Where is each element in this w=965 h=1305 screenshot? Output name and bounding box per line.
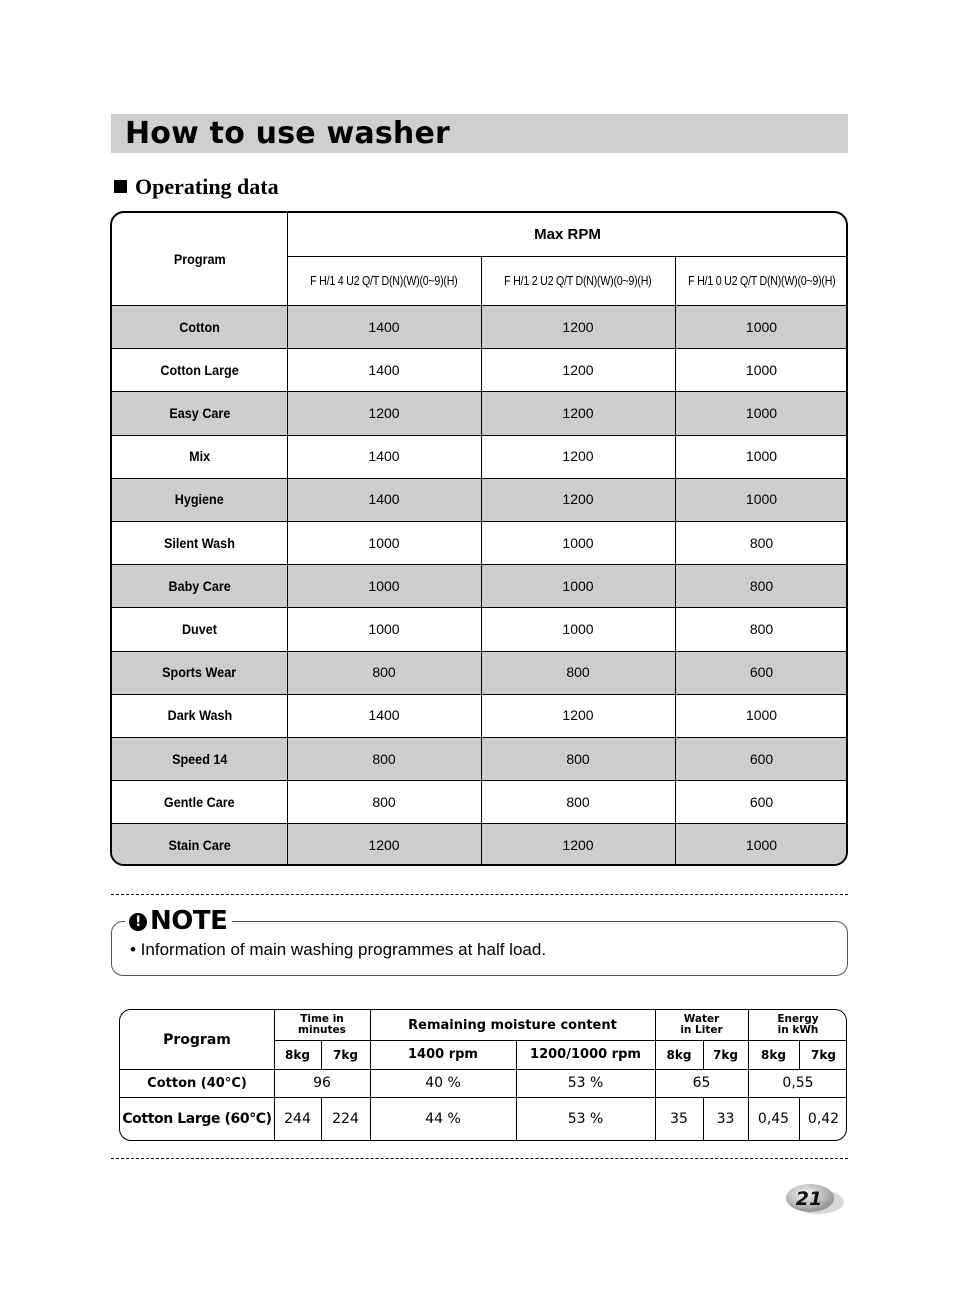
row-program-cell: Sports Wear	[162, 664, 237, 681]
row-program-cell: Gentle Care	[164, 793, 235, 810]
t2-time-7kg: 7kg	[333, 1047, 358, 1062]
max-rpm-header: Max RPM	[534, 226, 601, 243]
row-rpm-cell: 1200	[368, 836, 400, 853]
note-text: • Information of main washing programmes at half load.	[130, 940, 547, 959]
t2-row2-time7: 224	[332, 1111, 359, 1127]
table-row	[112, 521, 846, 564]
table-row	[112, 607, 846, 650]
grid-line	[481, 256, 482, 866]
page-number: 21	[795, 1188, 823, 1210]
grid-line	[112, 435, 848, 436]
grid-line	[112, 521, 848, 522]
row-rpm-cell: 1400	[368, 361, 400, 378]
table-row	[112, 348, 846, 391]
grid-line	[112, 607, 848, 608]
dashed-divider-top	[111, 894, 848, 895]
table-row	[112, 391, 846, 434]
t2-row2-water8: 35	[670, 1111, 688, 1127]
row-rpm-cell: 1000	[745, 318, 778, 335]
grid-line	[287, 213, 288, 866]
t2-row2-energy8: 0,45	[757, 1111, 790, 1127]
row-rpm-cell: 1000	[745, 361, 778, 378]
section-title-text: Operating data	[135, 174, 279, 199]
t2-row2-m1400: 44 %	[425, 1111, 461, 1127]
t2-water-7kg: 7kg	[713, 1047, 738, 1062]
row-rpm-cell: 600	[749, 793, 774, 810]
row-rpm-cell: 1200	[368, 404, 400, 421]
t2-water-header: Water in Liter	[680, 1013, 723, 1036]
grid-line	[112, 651, 848, 652]
grid-line	[675, 256, 676, 866]
t2-rpm-1400: 1400 rpm	[408, 1047, 478, 1062]
row-rpm-cell: 800	[749, 620, 774, 637]
row-program-cell: Cotton	[179, 318, 220, 335]
t2-row2-energy7: 0,42	[807, 1111, 840, 1127]
t2-water-8kg: 8kg	[666, 1047, 692, 1062]
row-rpm-cell: 1000	[745, 491, 778, 508]
table-row	[112, 823, 846, 866]
grid-line	[112, 305, 848, 306]
t2-row1-water: 65	[692, 1075, 711, 1091]
table-row	[112, 694, 846, 737]
grid-line	[287, 256, 848, 257]
row-rpm-cell: 800	[749, 534, 774, 551]
row-program-cell: Dark Wash	[167, 707, 232, 724]
row-rpm-cell: 1000	[562, 534, 594, 551]
t2-row2-m1200: 53 %	[567, 1111, 604, 1127]
row-rpm-cell: 1400	[368, 318, 400, 335]
row-program-cell: Easy Care	[169, 404, 230, 421]
program-header: Program	[173, 251, 226, 267]
row-rpm-cell: 1400	[368, 448, 400, 465]
row-rpm-cell: 1000	[562, 577, 594, 594]
row-rpm-cell: 1000	[368, 534, 400, 551]
t2-time-header: Time in minutes	[298, 1013, 346, 1036]
row-rpm-cell: 800	[372, 750, 396, 767]
grid-line	[112, 348, 848, 349]
row-rpm-cell: 1200	[562, 836, 594, 853]
row-rpm-cell: 1000	[562, 620, 594, 637]
page-number-badge	[784, 1182, 844, 1216]
page-header-bar	[111, 114, 848, 153]
t2-rpm-1200: 1200/1000 rpm	[530, 1047, 641, 1062]
table-row	[112, 651, 846, 694]
table-row	[112, 780, 846, 823]
row-rpm-cell: 1200	[562, 491, 594, 508]
model-header-1: F H/1 4 U2 Q/T D(N)(W)(0~9)(H)	[310, 273, 458, 288]
grid-line	[112, 564, 848, 565]
table-row	[112, 435, 846, 478]
dashed-divider-bottom	[111, 1158, 848, 1159]
t2-row1-program: Cotton (40°C)	[147, 1075, 247, 1091]
row-rpm-cell: 1200	[562, 448, 594, 465]
row-program-cell: Speed 14	[171, 750, 228, 767]
row-program-cell: Stain Care	[168, 836, 231, 853]
grid-line	[112, 694, 848, 695]
row-program-cell: Cotton Large	[160, 361, 239, 378]
table-row	[112, 737, 846, 780]
page-title: How to use washer	[125, 116, 450, 151]
grid-line	[112, 478, 848, 479]
table-row	[112, 564, 846, 607]
t2-energy-8kg: 8kg	[761, 1047, 786, 1062]
t2-energy-header: Energy in kWh	[777, 1013, 819, 1036]
t2-row1-m1400: 40 %	[425, 1075, 461, 1091]
row-rpm-cell: 800	[566, 664, 590, 681]
t2-row1-energy: 0,55	[782, 1075, 814, 1091]
model-header-2: F H/1 2 U2 Q/T D(N)(W)(0~9)(H)	[504, 273, 652, 288]
row-rpm-cell: 800	[372, 793, 396, 810]
half-load-table	[119, 1009, 847, 1141]
row-rpm-cell: 800	[749, 577, 774, 594]
row-rpm-cell: 800	[566, 750, 590, 767]
t2-program-header: Program	[163, 1031, 231, 1048]
t2-time-8kg: 8kg	[285, 1047, 310, 1062]
row-rpm-cell: 1000	[368, 620, 400, 637]
table-row	[112, 305, 846, 348]
row-rpm-cell: 600	[749, 750, 774, 767]
row-rpm-cell: 1000	[745, 707, 778, 724]
row-rpm-cell: 1000	[368, 577, 400, 594]
row-rpm-cell: 1200	[562, 361, 594, 378]
model-header-3: F H/1 0 U2 Q/T D(N)(W)(0~9)(H)	[687, 273, 836, 288]
row-program-cell: Baby Care	[168, 577, 231, 594]
table-row	[112, 478, 846, 521]
t2-row2-program: Cotton Large (60°C)	[122, 1111, 272, 1127]
row-rpm-cell: 800	[566, 793, 590, 810]
square-bullet-icon	[114, 180, 127, 193]
row-program-cell: Hygiene	[174, 491, 225, 508]
row-rpm-cell: 600	[749, 664, 774, 681]
row-rpm-cell: 1000	[745, 836, 778, 853]
row-rpm-cell: 1000	[745, 448, 778, 465]
grid-line	[112, 737, 848, 738]
t2-row2-water7: 33	[716, 1111, 735, 1127]
row-rpm-cell: 1400	[368, 707, 400, 724]
row-rpm-cell: 1000	[745, 404, 778, 421]
exclamation-icon: !	[129, 913, 147, 931]
row-program-cell: Mix	[188, 448, 211, 465]
grid-line	[112, 823, 848, 824]
row-program-cell: Duvet	[181, 620, 218, 637]
row-rpm-cell: 800	[372, 664, 396, 681]
t2-row2-time8: 244	[284, 1111, 311, 1127]
grid-line	[112, 780, 848, 781]
operating-data-table	[110, 211, 848, 866]
t2-row1-m1200: 53 %	[567, 1075, 604, 1091]
note-label: ! NOTE	[125, 906, 232, 936]
row-program-cell: Silent Wash	[164, 534, 235, 551]
t2-row1-time: 96	[313, 1075, 331, 1091]
row-rpm-cell: 1200	[562, 404, 594, 421]
t2-moisture-header: Remaining moisture content	[408, 1017, 617, 1033]
grid-line	[112, 391, 848, 392]
row-rpm-cell: 1200	[562, 707, 594, 724]
t2-energy-7kg: 7kg	[811, 1047, 836, 1062]
section-title	[114, 174, 279, 200]
row-rpm-cell: 1400	[368, 491, 400, 508]
row-rpm-cell: 1200	[562, 318, 594, 335]
